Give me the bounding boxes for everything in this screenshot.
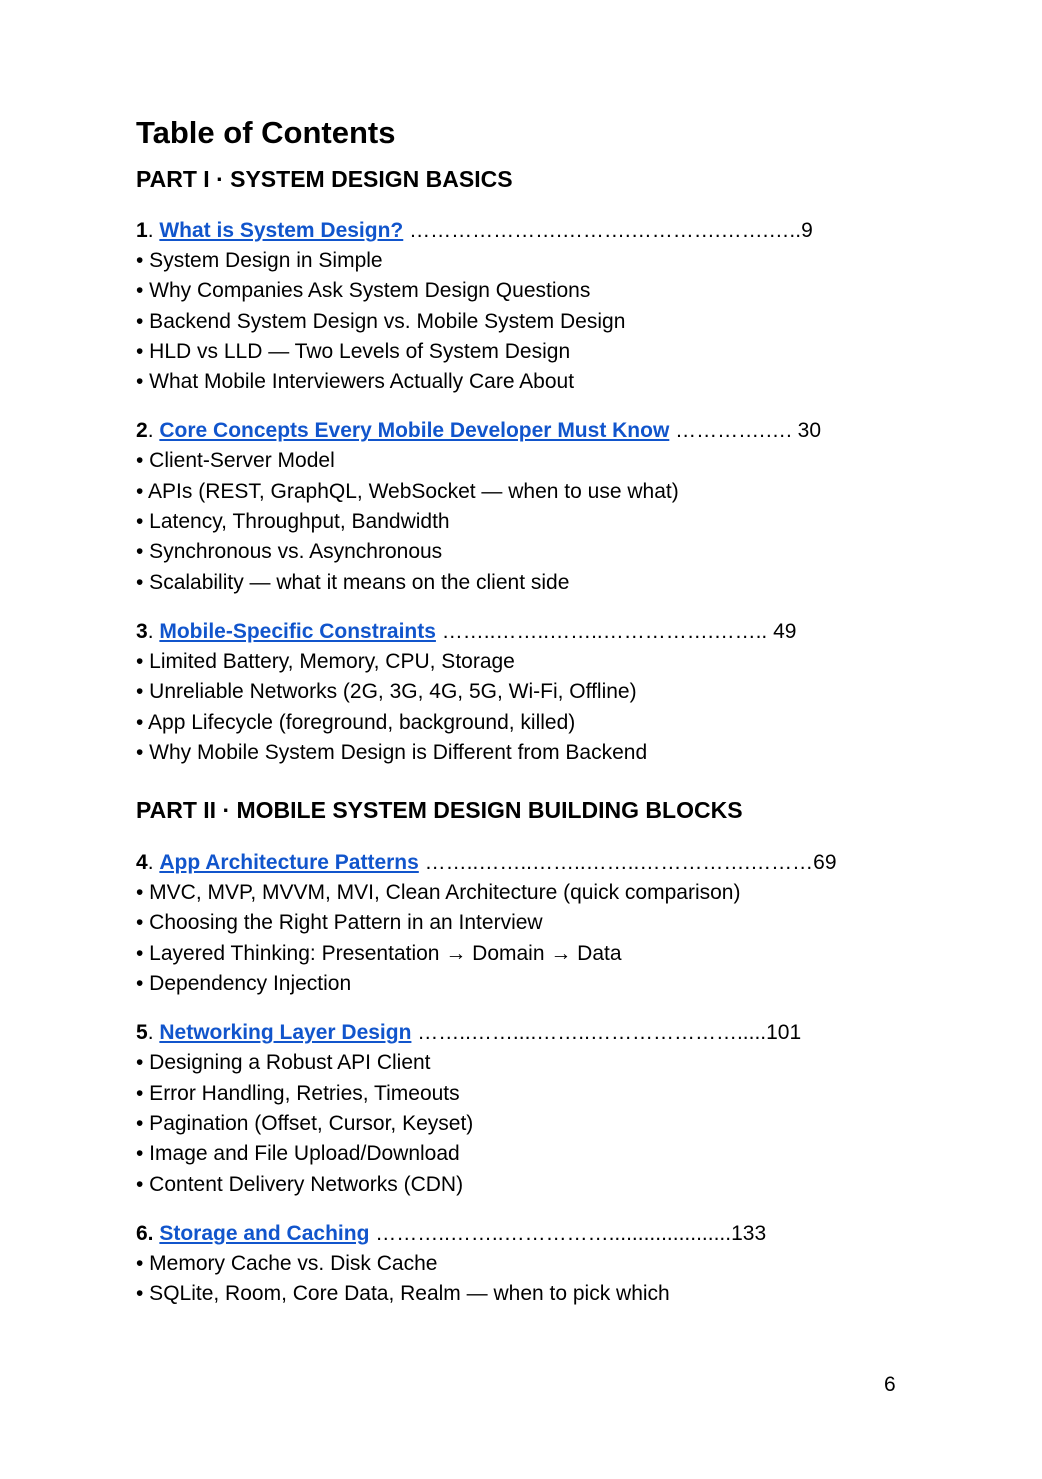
chapter-number: 1: [136, 219, 148, 242]
chapter-link[interactable]: Mobile-Specific Constraints: [159, 619, 436, 643]
topic-item: • APIs (REST, GraphQL, WebSocket — when to use what): [136, 479, 679, 503]
topic-item: • Client-Server Model: [136, 449, 335, 473]
chapter-entry: 2. Core Concepts Every Mobile Developer Must Know ………….…. 30: [136, 419, 822, 443]
toc-chapter: [136, 1219, 916, 1310]
topic-item: • Why Mobile System Design is Different from Backend: [136, 740, 648, 764]
chapter-number: 3: [136, 619, 148, 643]
part-heading: PART I · SYSTEM DESIGN BASICS: [136, 166, 513, 192]
topic-item: • MVC, MVP, MVVM, MVI, Clean Architecture (quick comparison): [136, 881, 741, 905]
topic-item: • Choosing the Right Pattern in an Interview: [136, 911, 543, 935]
topic-item: • Image and File Upload/Download: [136, 1142, 460, 1166]
chapter-entry: 1. What is System Design? ………………….……….………….…….…..9: [136, 219, 813, 242]
toc-chapter: [136, 617, 916, 768]
chapter-link[interactable]: Core Concepts Every Mobile Developer Must Know: [159, 419, 670, 443]
topic-item: • What Mobile Interviewers Actually Care About: [136, 370, 575, 394]
toc-chapter: [136, 848, 916, 999]
topic-list: [136, 246, 916, 397]
topic-item: • Layered Thinking: Presentation → Domain → Data: [136, 941, 622, 965]
topic-item: • App Lifecycle (foreground, background, killed): [136, 710, 576, 734]
topic-item: • Designing a Robust API Client: [136, 1051, 431, 1075]
topic-list: [136, 647, 916, 768]
toc-chapter: [136, 416, 916, 597]
topic-item: • Content Delivery Networks (CDN): [136, 1172, 464, 1196]
page-leader: ……..……....……..………………….....101: [417, 1021, 802, 1045]
topic-item: • Unreliable Networks (2G, 3G, 4G, 5G, Wi-Fi, Offline): [136, 680, 637, 704]
chapter-link[interactable]: App Architecture Patterns: [159, 851, 419, 875]
chapter-number: 2: [136, 419, 148, 443]
part-heading: PART II · MOBILE SYSTEM DESIGN BUILDING BLOCKS: [136, 797, 743, 824]
topic-item: • Latency, Throughput, Bandwidth: [136, 510, 450, 534]
table-of-contents: [136, 113, 916, 1309]
chapter-number: 4: [136, 851, 148, 875]
page-number: 6: [884, 1373, 896, 1396]
topic-item: • Dependency Injection: [136, 972, 352, 996]
topic-item: • Limited Battery, Memory, CPU, Storage: [136, 649, 515, 673]
topic-item: • System Design in Simple: [136, 249, 383, 272]
page-title: Table of Contents: [136, 115, 396, 150]
chapter-entry: 5. Networking Layer Design ……..……....……..………………….....101: [136, 1021, 802, 1045]
topic-list: [136, 446, 916, 597]
page-leader: ………….…. 30: [675, 419, 822, 443]
chapter-link[interactable]: Networking Layer Design: [159, 1021, 412, 1045]
topic-item: • Memory Cache vs. Disk Cache: [136, 1251, 438, 1275]
topic-item: • SQLite, Room, Core Data, Realm — when to pick which: [136, 1282, 670, 1306]
chapter-entry: [136, 1219, 916, 1249]
topic-item: • Pagination (Offset, Cursor, Keyset): [136, 1111, 474, 1135]
topic-list: [136, 878, 916, 999]
chapter-entry: 4. App Architecture Patterns ……..……..……..……..…………….………69: [136, 851, 837, 875]
page-leader: ……..……..……..……..…………….………69: [424, 851, 837, 875]
toc-chapter: [136, 216, 916, 397]
topic-item: • HLD vs LLD — Two Levels of System Design: [136, 339, 571, 363]
topic-list: [136, 1048, 916, 1199]
page-leader: ……..……..……..…………….…….. 49: [441, 619, 797, 643]
topic-item: • Synchronous vs. Asynchronous: [136, 540, 443, 564]
toc-chapter: [136, 1018, 916, 1199]
topic-item: • Why Companies Ask System Design Questions: [136, 279, 591, 303]
page-leader: ………………….……….………….…….…..9: [409, 219, 813, 242]
chapter-link[interactable]: What is System Design?: [159, 219, 404, 242]
chapter-link[interactable]: Storage and Caching: [159, 1221, 370, 1245]
page-leader: ………..……..…………….....................133: [375, 1221, 767, 1245]
topic-item: • Scalability — what it means on the client side: [136, 570, 570, 594]
topic-list: [136, 1249, 916, 1310]
chapter-number: 6.: [136, 1221, 154, 1245]
topic-item: • Backend System Design vs. Mobile System Design: [136, 309, 626, 333]
chapter-number: 5: [136, 1021, 148, 1045]
chapter-entry: 3. Mobile-Specific Constraints ……..……..……..…………….…….. 49: [136, 619, 797, 643]
topic-item: • Error Handling, Retries, Timeouts: [136, 1081, 460, 1105]
